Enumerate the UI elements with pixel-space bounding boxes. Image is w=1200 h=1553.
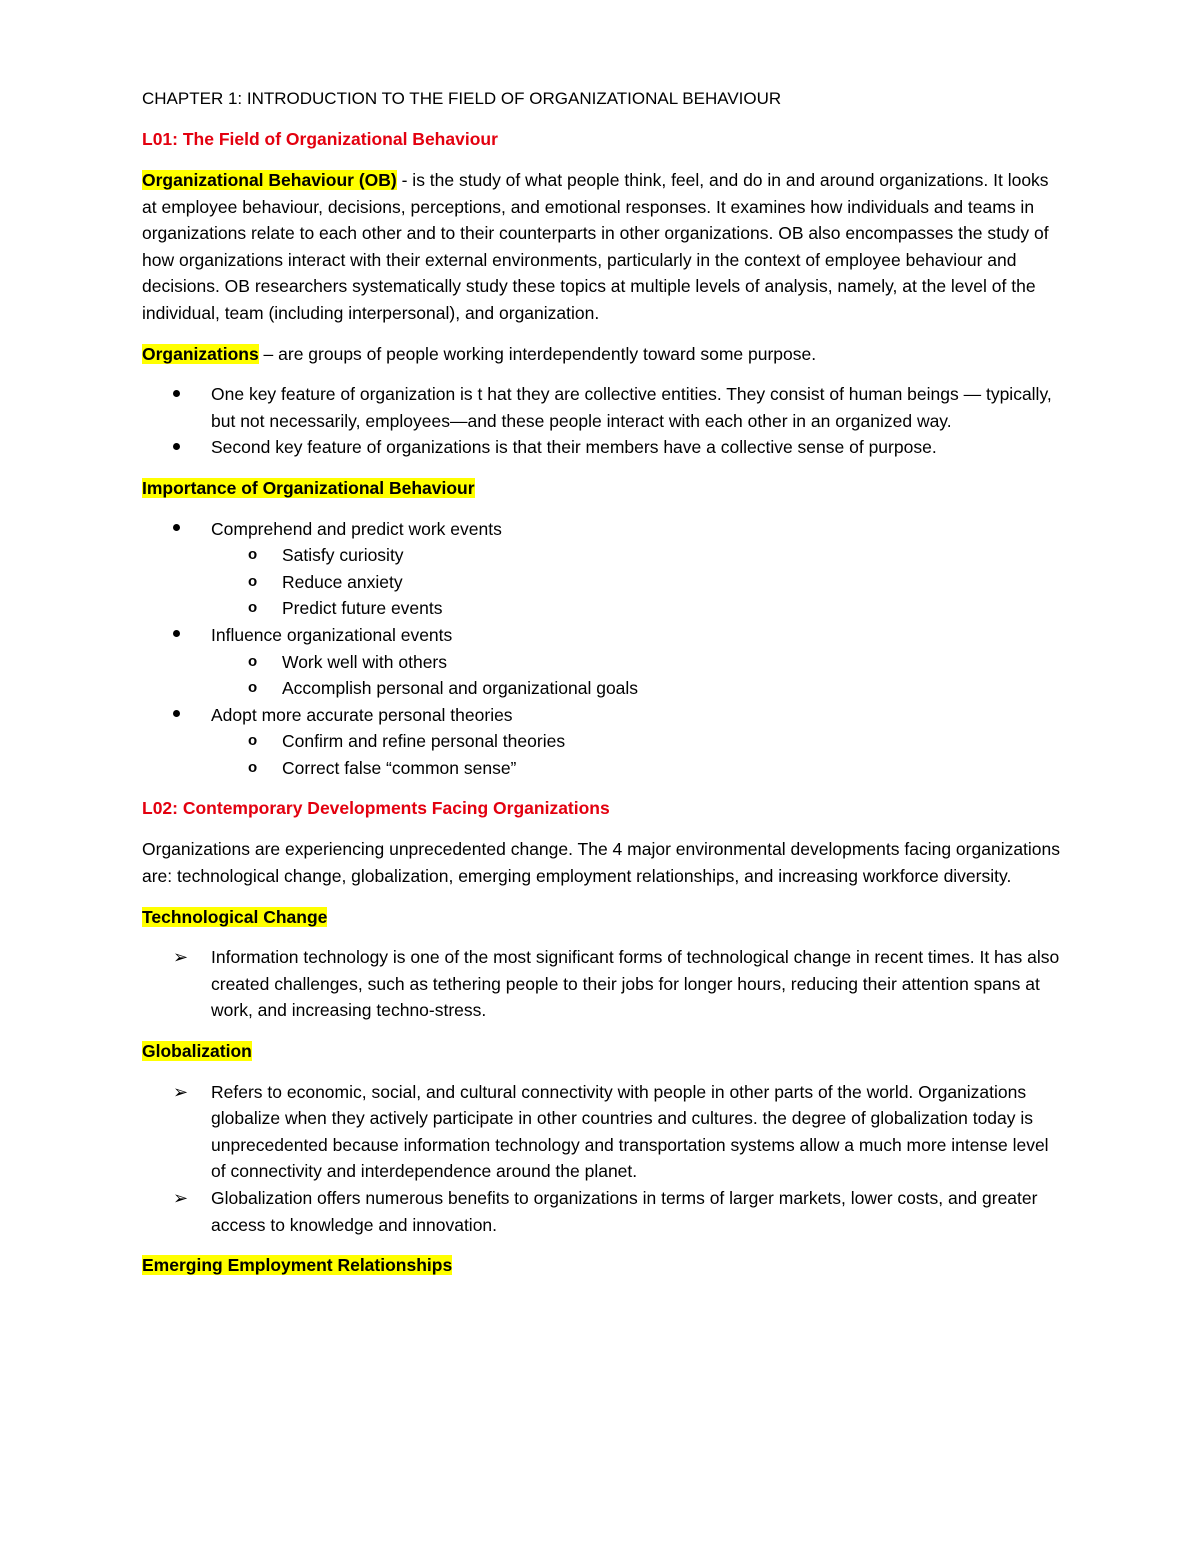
lo2-heading: L02: Contemporary Developments Facing Organizations: [142, 798, 610, 819]
emp-heading-line: [142, 1252, 1062, 1279]
list-item: Comprehend and predict work events: [142, 516, 1062, 543]
sub-bullet-icon: o: [248, 732, 258, 750]
tech-heading: Technological Change: [142, 906, 328, 927]
organizations-bullet-list: [142, 381, 1062, 461]
sub-list-item: o Accomplish personal and organizational goals: [142, 675, 1062, 702]
organizations-term: Organizations: [142, 343, 259, 364]
tech-bullet-list: [142, 944, 1062, 1024]
sub-list-item: o Predict future events: [142, 595, 1062, 622]
bullet-icon: [173, 702, 180, 729]
sub-list-item: o Satisfy curiosity: [142, 542, 1062, 569]
emp-heading: Emerging Employment Relationships: [142, 1255, 453, 1276]
list-item: ➢ Globalization offers numerous benefits to organizations in terms of larger markets, lower costs, and greater access to knowledge and innovation.: [142, 1185, 1062, 1238]
list-item: ➢ Information technology is one of the most significant forms of technological change in recent times. It has also created challenges, such as tethering people to their jobs for longer hours, reducing their attention spans at work, and increasing techno-stress.: [142, 944, 1062, 1024]
sub-list-item: o Confirm and refine personal theories: [142, 728, 1062, 755]
document-page: [142, 86, 1062, 1279]
bullet-icon: [173, 434, 180, 461]
glob-heading: Globalization: [142, 1041, 252, 1062]
bullet-icon: [173, 622, 180, 649]
organizations-definition-text: – are groups of people working interdependently toward some purpose.: [258, 343, 817, 364]
arrow-bullet-icon: ➢: [173, 1188, 189, 1208]
ob-definition-text: - is the study of what people think, feel, and do in and around organizations. It looks at employee behaviour, decisions, perceptions, and emotional responses. It examines how individuals and teams in organizations relate to each other and to their counterparts in other organizations. OB also encompasses the study of how organizations interact with their external environments, particularly in the context of employee behaviour and decisions. OB researchers systematically study these topics at multiple levels of analysis, namely, at the level of the individual, team (including interpersonal), and organization.: [142, 170, 1049, 323]
sub-bullet-icon: o: [248, 546, 258, 564]
importance-heading: Importance of Organizational Behaviour: [142, 477, 475, 498]
sub-bullet-icon: o: [248, 679, 258, 697]
bullet-icon: [173, 381, 180, 408]
arrow-bullet-icon: ➢: [173, 1081, 189, 1102]
ob-term: Organizational Behaviour (OB): [142, 170, 397, 190]
list-item: Influence organizational events: [142, 622, 1062, 649]
sub-list-item: o Reduce anxiety: [142, 569, 1062, 596]
sub-list-item: o Work well with others: [142, 649, 1062, 676]
lo1-heading: L01: The Field of Organizational Behaviour: [142, 129, 498, 149]
organizations-paragraph: [142, 341, 1062, 368]
tech-heading-line: [142, 904, 1062, 931]
list-item: Adopt more accurate personal theories: [142, 702, 1062, 729]
importance-list: [142, 516, 1062, 782]
arrow-bullet-icon: ➢: [173, 947, 189, 968]
list-item: Second key feature of organizations is that their members have a collective sense of purpose.: [142, 434, 1062, 461]
sub-bullet-icon: o: [248, 652, 258, 670]
bullet-icon: [173, 516, 180, 543]
list-item: ➢ Refers to economic, social, and cultural connectivity with people in other parts of the world. Organizations globalize when they actively participate in other countries and cultures. the degree of globalization today is unprecedented because information technology and transportation systems allow a much more intense level of connectivity and interdependence around the planet.: [142, 1079, 1062, 1185]
glob-bullet-list: [142, 1079, 1062, 1239]
chapter-title: CHAPTER 1: INTRODUCTION TO THE FIELD OF ORGANIZATIONAL BEHAVIOUR: [142, 89, 782, 108]
importance-heading-line: [142, 475, 1062, 502]
sub-list-item: o Correct false “common sense”: [142, 755, 1062, 782]
sub-bullet-icon: o: [248, 758, 258, 776]
list-item: One key feature of organization is t hat they are collective entities. They consist of human beings — typically, but not necessarily, employees—and these people interact with each other in an organized way.: [142, 381, 1062, 434]
sub-bullet-icon: o: [248, 599, 258, 617]
ob-definition-paragraph: [142, 167, 1062, 327]
sub-bullet-icon: o: [248, 572, 258, 590]
lo2-intro-paragraph: Organizations are experiencing unprecedented change. The 4 major environmental developments facing organizations are: technological change, globalization, emerging employment relationships, and increasing workforce diversity.: [142, 839, 1061, 887]
glob-heading-line: [142, 1038, 1062, 1065]
